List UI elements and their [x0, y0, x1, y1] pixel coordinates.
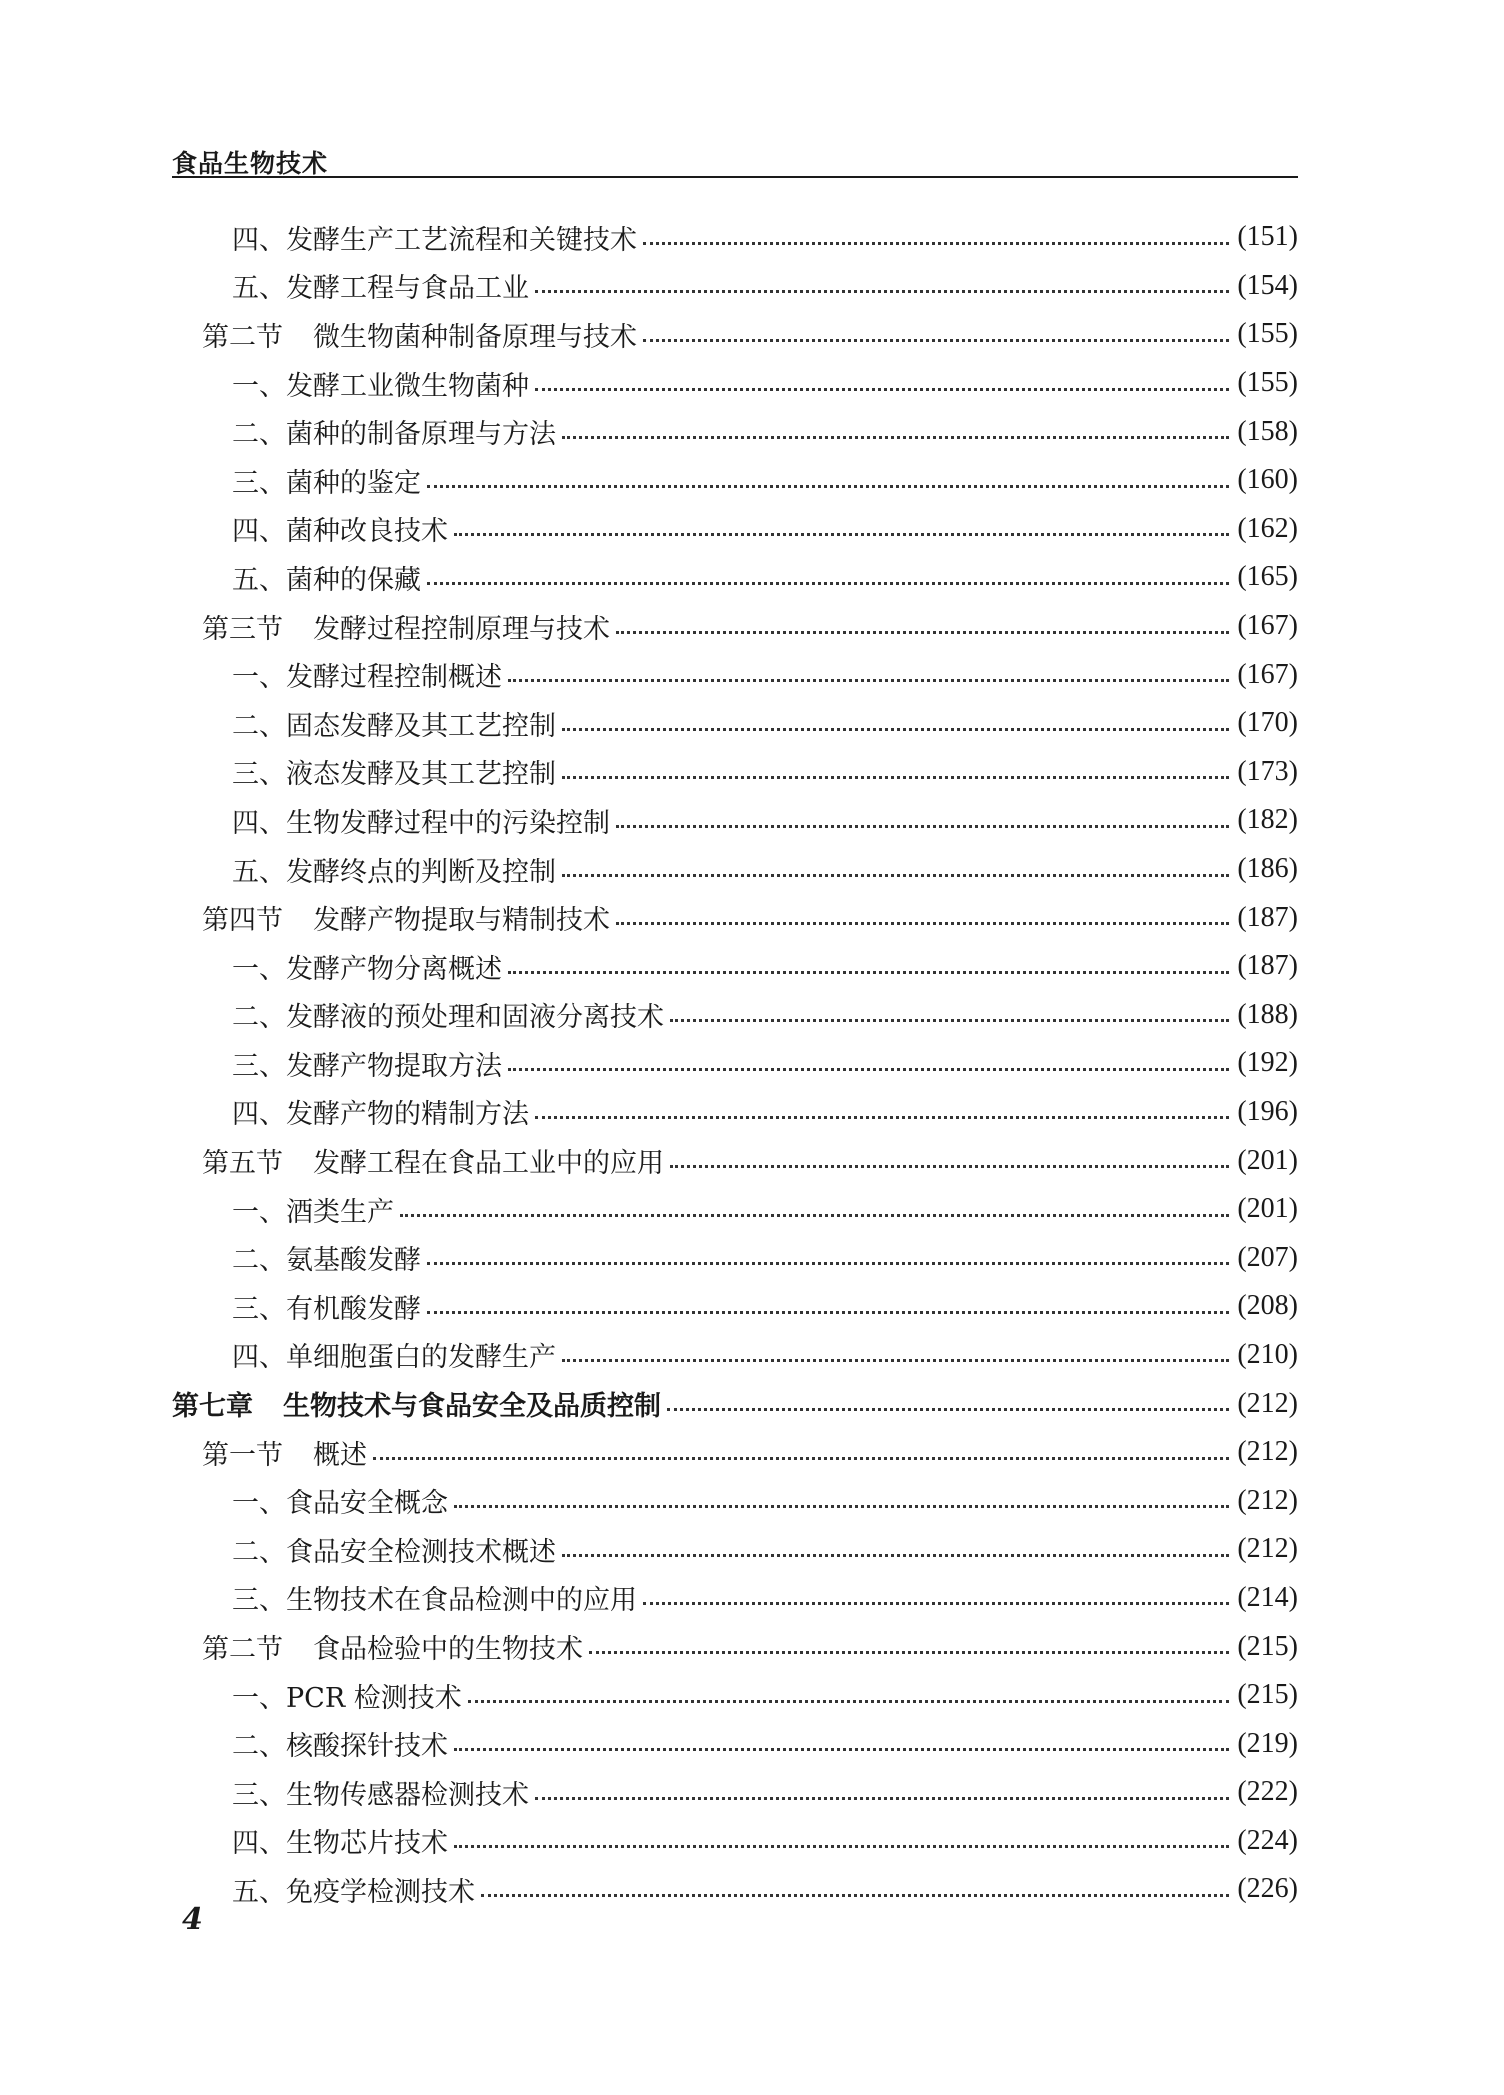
dot-leader	[562, 436, 1229, 439]
section-number: 第二节	[202, 1634, 283, 1666]
toc-entry-title	[172, 1870, 477, 1909]
toc-entry-section[interactable]	[172, 893, 1298, 942]
toc-page-number: (155)	[1237, 367, 1298, 399]
dot-leader	[508, 679, 1229, 682]
toc-page-number: (167)	[1237, 658, 1298, 690]
toc-page-number: (160)	[1237, 464, 1298, 496]
toc-entry-title	[172, 995, 666, 1034]
running-head-title: 食品生物技术	[172, 149, 329, 178]
toc-page-number: (192)	[1237, 1047, 1298, 1079]
toc-page-number: (212)	[1237, 1533, 1298, 1565]
dot-leader	[427, 582, 1229, 585]
dot-leader	[427, 1311, 1229, 1314]
item-title-text: 二、菌种的制备原理与方法	[232, 419, 556, 451]
toc-page-number: (187)	[1237, 950, 1298, 982]
toc-entry-item[interactable]	[172, 699, 1298, 748]
toc-entry-item[interactable]	[172, 796, 1298, 845]
toc-page-number: (187)	[1237, 901, 1298, 933]
item-title-text: 五、发酵工程与食品工业	[232, 273, 529, 305]
toc-entry-item[interactable]	[172, 1768, 1298, 1817]
toc-entry-item[interactable]	[172, 359, 1298, 408]
toc-page-number: (188)	[1237, 998, 1298, 1030]
toc-entry-item[interactable]	[172, 1476, 1298, 1525]
toc-entry-item[interactable]	[172, 505, 1298, 554]
dot-leader	[454, 533, 1229, 536]
toc-page-number: (196)	[1237, 1095, 1298, 1127]
section-number: 第五节	[202, 1148, 283, 1180]
item-title-text: 四、生物芯片技术	[232, 1828, 448, 1860]
dot-leader	[616, 922, 1229, 925]
toc-entry-title	[172, 558, 423, 597]
toc-entry-section[interactable]	[172, 310, 1298, 359]
toc-entry-item[interactable]	[172, 1331, 1298, 1380]
toc-entry-title	[172, 1433, 369, 1472]
item-title-text: 一、发酵产物分离概述	[232, 953, 502, 985]
toc-page-number: (201)	[1237, 1193, 1298, 1225]
toc-entry-title	[172, 607, 612, 646]
toc-entry-title	[172, 364, 531, 403]
toc-entry-item[interactable]	[172, 1865, 1298, 1914]
toc-entry-title	[172, 947, 504, 986]
dot-leader	[667, 1408, 1229, 1411]
dot-leader	[373, 1457, 1229, 1460]
toc-entry-title	[172, 218, 639, 257]
item-title-text: 一、酒类生产	[232, 1196, 394, 1228]
toc-entry-title	[172, 1141, 666, 1180]
item-title-text: 一、食品安全概念	[232, 1488, 448, 1520]
section-title-text: 发酵过程控制原理与技术	[313, 613, 610, 645]
toc-page-number: (158)	[1237, 415, 1298, 447]
toc-page-number: (165)	[1237, 561, 1298, 593]
dot-leader	[562, 874, 1229, 877]
toc-entry-title	[172, 315, 639, 354]
toc-page-number: (212)	[1237, 1484, 1298, 1516]
toc-page-number: (201)	[1237, 1144, 1298, 1176]
section-number: 第一节	[202, 1439, 283, 1471]
toc-entry-title	[172, 1384, 663, 1423]
toc-entry-title	[172, 1676, 464, 1715]
toc-entry-title	[172, 1287, 423, 1326]
dot-leader	[535, 1797, 1229, 1800]
toc-entry-chapter[interactable]	[172, 1379, 1298, 1428]
dot-leader	[427, 1262, 1229, 1265]
toc-entry-title	[172, 1530, 558, 1569]
item-title-text: 五、发酵终点的判断及控制	[232, 856, 556, 888]
toc-page-number: (226)	[1237, 1873, 1298, 1905]
item-title-text: 三、生物技术在食品检测中的应用	[232, 1585, 637, 1617]
dot-leader	[508, 971, 1229, 974]
chapter-title-text: 生物技术与食品安全及品质控制	[283, 1391, 661, 1423]
toc-entry-item[interactable]	[172, 1039, 1298, 1088]
table-of-contents	[172, 213, 1298, 1914]
toc-entry-title	[172, 704, 558, 743]
toc-page-number: (173)	[1237, 755, 1298, 787]
toc-entry-section[interactable]	[172, 1622, 1298, 1671]
dot-leader	[562, 1359, 1229, 1362]
item-title-text: 五、免疫学检测技术	[232, 1876, 475, 1908]
toc-entry-title	[172, 509, 450, 548]
toc-page-number: (155)	[1237, 318, 1298, 350]
section-title-text: 微生物菌种制备原理与技术	[313, 321, 637, 353]
toc-entry-item[interactable]	[172, 1719, 1298, 1768]
section-number: 第三节	[202, 613, 283, 645]
item-title-text: 三、发酵产物提取方法	[232, 1050, 502, 1082]
toc-entry-item[interactable]	[172, 1574, 1298, 1623]
toc-page-number: (167)	[1237, 610, 1298, 642]
toc-page-number: (170)	[1237, 707, 1298, 739]
item-title-text: 四、发酵生产工艺流程和关键技术	[232, 224, 637, 256]
dot-leader	[454, 1845, 1229, 1848]
toc-entry-title	[172, 1627, 585, 1666]
toc-page-number: (224)	[1237, 1824, 1298, 1856]
dot-leader	[616, 631, 1229, 634]
item-title-text: 五、菌种的保藏	[232, 564, 421, 596]
section-title-text: 发酵工程在食品工业中的应用	[313, 1148, 664, 1180]
toc-entry-item[interactable]	[172, 942, 1298, 991]
toc-entry-title	[172, 898, 612, 937]
toc-entry-item[interactable]	[172, 1185, 1298, 1234]
item-title-text: 四、菌种改良技术	[232, 516, 448, 548]
toc-entry-item[interactable]	[172, 1233, 1298, 1282]
item-title-text: 一、发酵过程控制概述	[232, 662, 502, 694]
item-title-text: 二、核酸探针技术	[232, 1731, 448, 1763]
item-title-text: 三、有机酸发酵	[232, 1293, 421, 1325]
toc-page-number: (215)	[1237, 1679, 1298, 1711]
toc-entry-section[interactable]	[172, 1136, 1298, 1185]
dot-leader	[562, 1554, 1229, 1557]
page-number: 4	[182, 1902, 203, 1937]
section-number: 第四节	[202, 905, 283, 937]
dot-leader	[643, 242, 1229, 245]
item-title-text: 四、单细胞蛋白的发酵生产	[232, 1342, 556, 1374]
toc-entry-title	[172, 1335, 558, 1374]
toc-entry-item[interactable]	[172, 650, 1298, 699]
toc-page-number: (208)	[1237, 1290, 1298, 1322]
toc-entry-item[interactable]	[172, 213, 1298, 262]
toc-entry-title	[172, 1481, 450, 1520]
dot-leader	[427, 485, 1229, 488]
toc-entry-item[interactable]	[172, 262, 1298, 311]
toc-entry-title	[172, 1190, 396, 1229]
dot-leader	[508, 1068, 1229, 1071]
item-title-text: 二、发酵液的预处理和固液分离技术	[232, 1002, 664, 1034]
toc-entry-item[interactable]	[172, 1525, 1298, 1574]
toc-entry-item[interactable]	[172, 991, 1298, 1040]
toc-entry-item[interactable]	[172, 845, 1298, 894]
item-title-text: 二、食品安全检测技术概述	[232, 1536, 556, 1568]
toc-page-number: (207)	[1237, 1241, 1298, 1273]
dot-leader	[454, 1505, 1229, 1508]
dot-leader	[616, 825, 1229, 828]
toc-page-number: (154)	[1237, 269, 1298, 301]
toc-entry-title	[172, 1724, 450, 1763]
toc-entry-item[interactable]	[172, 407, 1298, 456]
header-rule	[172, 176, 1298, 178]
item-title-text: 三、液态发酵及其工艺控制	[232, 759, 556, 791]
item-title-text: 一、PCR 检测技术	[232, 1682, 462, 1714]
toc-entry-section[interactable]	[172, 602, 1298, 651]
toc-entry-title	[172, 850, 558, 889]
toc-page-number: (212)	[1237, 1436, 1298, 1468]
toc-entry-title	[172, 655, 504, 694]
dot-leader	[481, 1894, 1229, 1897]
toc-page-number: (222)	[1237, 1776, 1298, 1808]
item-title-text: 一、发酵工业微生物菌种	[232, 370, 529, 402]
item-title-text: 二、固态发酵及其工艺控制	[232, 710, 556, 742]
dot-leader	[562, 776, 1229, 779]
dot-leader	[670, 1165, 1229, 1168]
dot-leader	[643, 339, 1229, 342]
toc-entry-title	[172, 1092, 531, 1131]
toc-entry-item[interactable]	[172, 748, 1298, 797]
toc-entry-item[interactable]	[172, 553, 1298, 602]
section-title-text: 发酵产物提取与精制技术	[313, 905, 610, 937]
section-title-text: 概述	[313, 1439, 367, 1471]
section-number: 第二节	[202, 321, 283, 353]
toc-page-number: (215)	[1237, 1630, 1298, 1662]
toc-page-number: (214)	[1237, 1581, 1298, 1613]
toc-entry-title	[172, 1578, 639, 1617]
dot-leader	[400, 1214, 1229, 1217]
toc-page-number: (162)	[1237, 512, 1298, 544]
toc-entry-item[interactable]	[172, 1282, 1298, 1331]
dot-leader	[643, 1602, 1229, 1605]
dot-leader	[454, 1748, 1229, 1751]
item-title-text: 四、发酵产物的精制方法	[232, 1099, 529, 1131]
toc-entry-section[interactable]	[172, 1428, 1298, 1477]
toc-entry-title	[172, 1044, 504, 1083]
toc-entry-title	[172, 1821, 450, 1860]
dot-leader	[535, 1116, 1229, 1119]
toc-entry-item[interactable]	[172, 456, 1298, 505]
dot-leader	[562, 728, 1229, 731]
toc-entry-title	[172, 266, 531, 305]
toc-entry-title	[172, 1238, 423, 1277]
dot-leader	[589, 1651, 1229, 1654]
dot-leader	[468, 1700, 1230, 1703]
toc-entry-title	[172, 412, 558, 451]
toc-entry-title	[172, 1773, 531, 1812]
toc-page-number: (186)	[1237, 853, 1298, 885]
dot-leader	[535, 290, 1229, 293]
item-title-text: 四、生物发酵过程中的污染控制	[232, 807, 610, 839]
toc-page-number: (151)	[1237, 221, 1298, 253]
toc-page-number: (182)	[1237, 804, 1298, 836]
item-title-text: 二、氨基酸发酵	[232, 1245, 421, 1277]
toc-entry-item[interactable]	[172, 1671, 1298, 1720]
toc-entry-item[interactable]	[172, 1088, 1298, 1137]
chapter-number: 第七章	[172, 1391, 253, 1423]
toc-entry-item[interactable]	[172, 1817, 1298, 1866]
section-title-text: 食品检验中的生物技术	[313, 1634, 583, 1666]
item-title-text: 三、生物传感器检测技术	[232, 1779, 529, 1811]
toc-page-number: (219)	[1237, 1727, 1298, 1759]
dot-leader	[535, 388, 1229, 391]
toc-entry-title	[172, 461, 423, 500]
toc-page-number: (212)	[1237, 1387, 1298, 1419]
toc-entry-title	[172, 752, 558, 791]
toc-page-number: (210)	[1237, 1338, 1298, 1370]
dot-leader	[670, 1019, 1229, 1022]
item-title-text: 三、菌种的鉴定	[232, 467, 421, 499]
toc-entry-title	[172, 801, 612, 840]
